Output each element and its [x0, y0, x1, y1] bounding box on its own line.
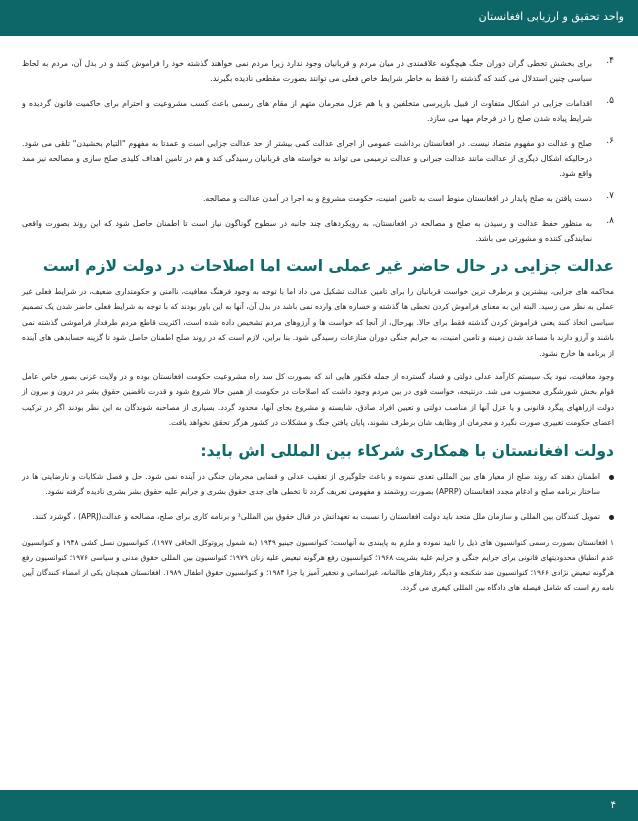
footnote: ۱ افغانستان بصورت رسمی کنوانسیون های ذیل را تایید نموده و ملزم به پایبندی به آنهاست: کنوانسیون جینیو ۱۹۴۹ (به شمول پروتوکل الحاقی ۱۹۷۷)، کنوانسیون نسل کشی ۱۹۴۸ و کنوانسیون عدم انطباق محدودیتهای قانونی برای جرایم جنگی و جرایم علیه بشریت ۱۹۶۸؛ کنوانسیون رفع هرگونه تبعیض علیه زنان ۱۹۷۹؛ کنوانسیون بین المللی حقوق مدنی و سیاسی ۱۹۷۶؛ کنوانسیون رفع هرگونه تبعیض نژادی ۱۹۶۶؛ کنوانسیون ضد شکنجه و دیگر رفتارهای ظالمانه، غیرانسانی و تحقیر آمیز یا جزا ۱۹۸۴؛ و کنوانسیون حقوق اطفال ۱۹۸۹. افغانستان همچنان یکی از امضاء کنندگان آیین نامه رم است که شامل فیصله های دادگاه بین المللی کیفری می گردد. [22, 537, 614, 592]
list-item-text: اقدامات جزایی در اشکال متفاوت از قبیل بازپرسی متخلفین و یا هم عزل مجرمان متهم از مقام های رسمی باعث کسب مشروعیت و احترام برای حاکمیت قانون گردیده و شرایط پیاده شدن صلح را در فرجام مهیا می سازد. [22, 99, 592, 123]
footer-bar [0, 790, 638, 821]
header-title: واحد تحقیق و ارزیابی افغانستان [478, 10, 624, 23]
list-item [22, 96, 614, 126]
bullet-icon [609, 515, 614, 520]
list-item-text: دست یافتن به صلح پایدار در افغانستان منوط است به تامین امنیت، حکومت مشروع و به اجرا در آمدن عدالت و مصالحه. [202, 194, 592, 203]
bullet-item [22, 509, 614, 524]
bullet-icon [609, 475, 614, 480]
body-paragraph: وجود معافیت، نبود یک سیستم کارآمد عدلی دولتی و فساد گسترده از جمله فکتور هایی اند که بصورت کل سد راه مشروعیت حکومت افغانستان بوده و در ولایت غزنی بصور خاص عامل قوام بخش شورشگری محسوب می شد. درنتیجه، خواست قوی در بین مردم وجود داشت که اصلاحات در حکومت از همین حالا شروع شود و قدرت ناقضین حقوق بشر در درون و بیرون از دولت ازراههای پیگرد قانونی و یا عزل آنها از مناصب دولتی و تعیین افراد صادق، شایسته و مشروع بجای آنها، محدود گردد. بسیاری از مصاحبه شوندگان به این نظر بودند اگر در ترکیب اعضای حکومت تغییری صورت نگیرد و مجرمان از وظایف شان برطرف نشوند، پایان یافتن جنگ و مشکلات در کشور هرگز تحقق نخواهد یافت. [22, 372, 614, 428]
header-bar [0, 0, 638, 36]
list-item [22, 56, 614, 86]
list-item-number: ۷. [606, 191, 614, 201]
list-item-number: ۶. [606, 136, 614, 146]
section-heading: عدالت جزایی در حال حاضر غیر عملی است اما اصلاحات در دولت لازم است [42, 257, 614, 275]
bullet-text: تمویل کنندگان بین المللی و سازمان ملل متحد باید دولت افغانستان را نسبت به تعهداتش در قبال حقوق بین المللی¹ و برنامه کاری برای صلح، مصالحه و عدالت(APRJ) ، گوشزد کنند. [32, 512, 600, 522]
list-item-text: به منظور حفظ عدالت و رسیدن به صلح و مصالحه در افغانستان، به رویکردهای چند جانبه در سطوح گوناگون نیاز است تا اطمنان حاصل شود که این روند بصورت واقعی نمایندگی کننده و مشورتی می باشد. [22, 219, 592, 243]
list-item-text: صلح و عدالت دو مفهوم متضاد نیست. در افغانستان برداشت عمومی از اجرای عدالت کمی بیشتر از حد عدالت جزایی است و عمدتا به مفهوم "التیام بخشیدن" تلقی می شود. درحالیکه اشکال دیگری از عدالت مانند عدالت جبرانی و عدالت ترمیمی می تواند به خواسته های قربانیان رسیدگی کند و هم در تامین اهداف کلیدی صلح سازی و مصالحه نیز ممد واقع شود. [22, 139, 592, 178]
list-item [22, 136, 614, 181]
bullet-text: اطمنان دهند که روند صلح از معیار های بین المللی تعدی ننموده و باعث جلوگیری از تعقیب عدلی و قضایی مجرمان جنگی در آینده نمی شود. حل و فصل شکایات و نارضایتی ها در ساختار برنامه صلح و ادغام مجدد افغانستان (APRP) بصورت روشمند و مفهومی تعریف گردد تا تخطی های جدی حقوق بشری و جرایم علیه حقوق بشر بشری نادیده گرفته نشود. [22, 471, 600, 497]
list-item-number: ۸. [606, 216, 614, 226]
list-item [22, 191, 614, 206]
bullet-item [22, 469, 614, 500]
list-item [22, 216, 614, 246]
list-item-number: ۴. [606, 56, 614, 66]
page-number: ۴ [610, 800, 616, 811]
list-item-text: برای بخشش تخطی گران دوران جنگ هیچگونه علاقمندی در میان مردم و قربانیان وجود ندارد زیرا مردم نمی خواهند گذشته خود را فراموش کنند و در بدل آن، مردم به لحاظ سیاسی چنین استدلال می کنند که گذشته را فقط به خاطر شرایط خاص فعلی می توانند بصورت مقطعی نادیده بگیرند. [22, 59, 592, 83]
body-paragraph: محاکمه های جزایی، بیشترین و برطرف ترین خواست قربانیان را برای تامین عدالت تشکیل می داد اما با توجه به وجود فرهنگ معافیت، ناامنی و حکومتداری ضعیف، در شرایط فعلی غیر عملی به نظر می رسید. البته این به معنای فراموش کردن تخطی ها گذشته و خساره های وارده نمی باشد در بدل آن، آنها به این باور بودند که با توجه به شرایط فعلی حاضر شدن یک تصمیم سیاسی اتخاذ کنند یعنی فراموش کردن گذشته فقط برای حالا. بهرحال، از آنجا که خواست ها و آرزوهای مردم تشخیص داده شده است، اکثریت قاطع مردم طرفدار فراموشی گذشته نمی باشند و آرزو دارند با مساعد شدن زمینه و تامین امنیت، به جرایم جنگی دوران منازعات رسیدگی شود. بنا براین، لازم است که در روند صلح اطمنان حاصل شود تا گزینه حسابدهی های آینده از برنامه ها خارج نشود. [22, 287, 614, 358]
section-heading: دولت افغانستان با همکاری شرکاء بین المللی اش باید: [200, 441, 614, 460]
list-item-number: ۵. [606, 96, 614, 106]
page-content [22, 56, 614, 595]
